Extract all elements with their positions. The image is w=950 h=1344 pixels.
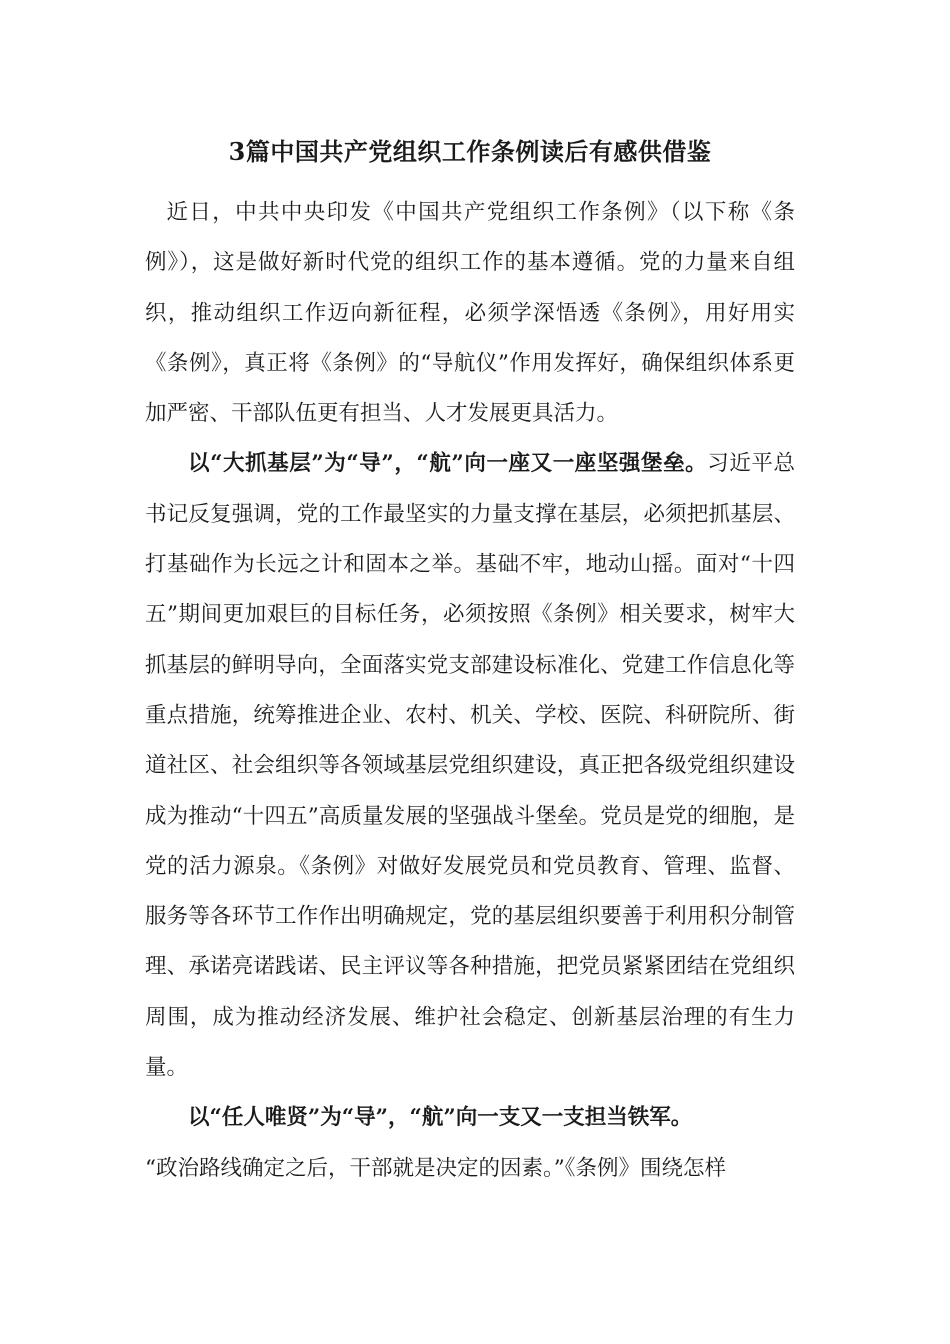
paragraph-intro <box>145 188 795 439</box>
paragraph-cadres <box>145 1144 795 1194</box>
paragraph-cadres-heading-line <box>145 1093 795 1143</box>
document-page <box>145 130 795 1194</box>
paragraph-grassroots <box>145 439 795 1093</box>
paragraph-grassroots-text: 习近平总书记反复强调，党的工作最坚实的力量支撑在基层，必须把抓基层、打基础作为长远之计和固本之举。基础不牢，地动山摇。面对“十四五”期间更加艰巨的目标任务，必须按照《条例》相关要求，树牢大抓基层的鲜明导向，全面落实党支部建设标准化、党建工作信息化等重点措施，统筹推进企业、农村、机关、学校、医院、科研院所、街道社区、社会组织等各领域基层党组织建设，真正把各级党组织建设成为推动“十四五”高质量发展的坚强战斗堡垒。党员是党的细胞，是党的活力源泉。《条例》对做好发展党员和党员教育、管理、监督、服务等各环节工作作出明确规定，党的基层组织要善于利用积分制管理、承诺亮诺践诺、民主评议等各种措施，把党员紧紧团结在党组织周围，成为推动经济发展、维护社会稳定、创新基层治理的有生力量。 <box>145 451 795 1081</box>
paragraph-grassroots-heading: 以“大抓基层”为“导”，“航”向一座又一座坚强堡垒。 <box>188 451 708 477</box>
paragraph-cadres-heading: 以“任人唯贤”为“导”，“航”向一支又一支担当铁军。 <box>188 1105 693 1131</box>
document-title: 3篇中国共产党组织工作条例读后有感供借鉴 <box>228 137 712 166</box>
paragraph-cadres-text: “政治路线确定之后，干部就是决定的因素。”《条例》围绕怎样 <box>145 1155 726 1181</box>
paragraph-intro-text: 近日，中共中央印发《中国共产党组织工作条例》（以下称《条例》），这是做好新时代党的组织工作的基本遵循。党的力量来自组织，推动组织工作迈向新征程，必须学深悟透《条例》，用好用实《条例》，真正将《条例》的“导航仪”作用发挥好，确保组织体系更加严密、干部队伍更有担当、人才发展更具活力。 <box>145 200 795 427</box>
